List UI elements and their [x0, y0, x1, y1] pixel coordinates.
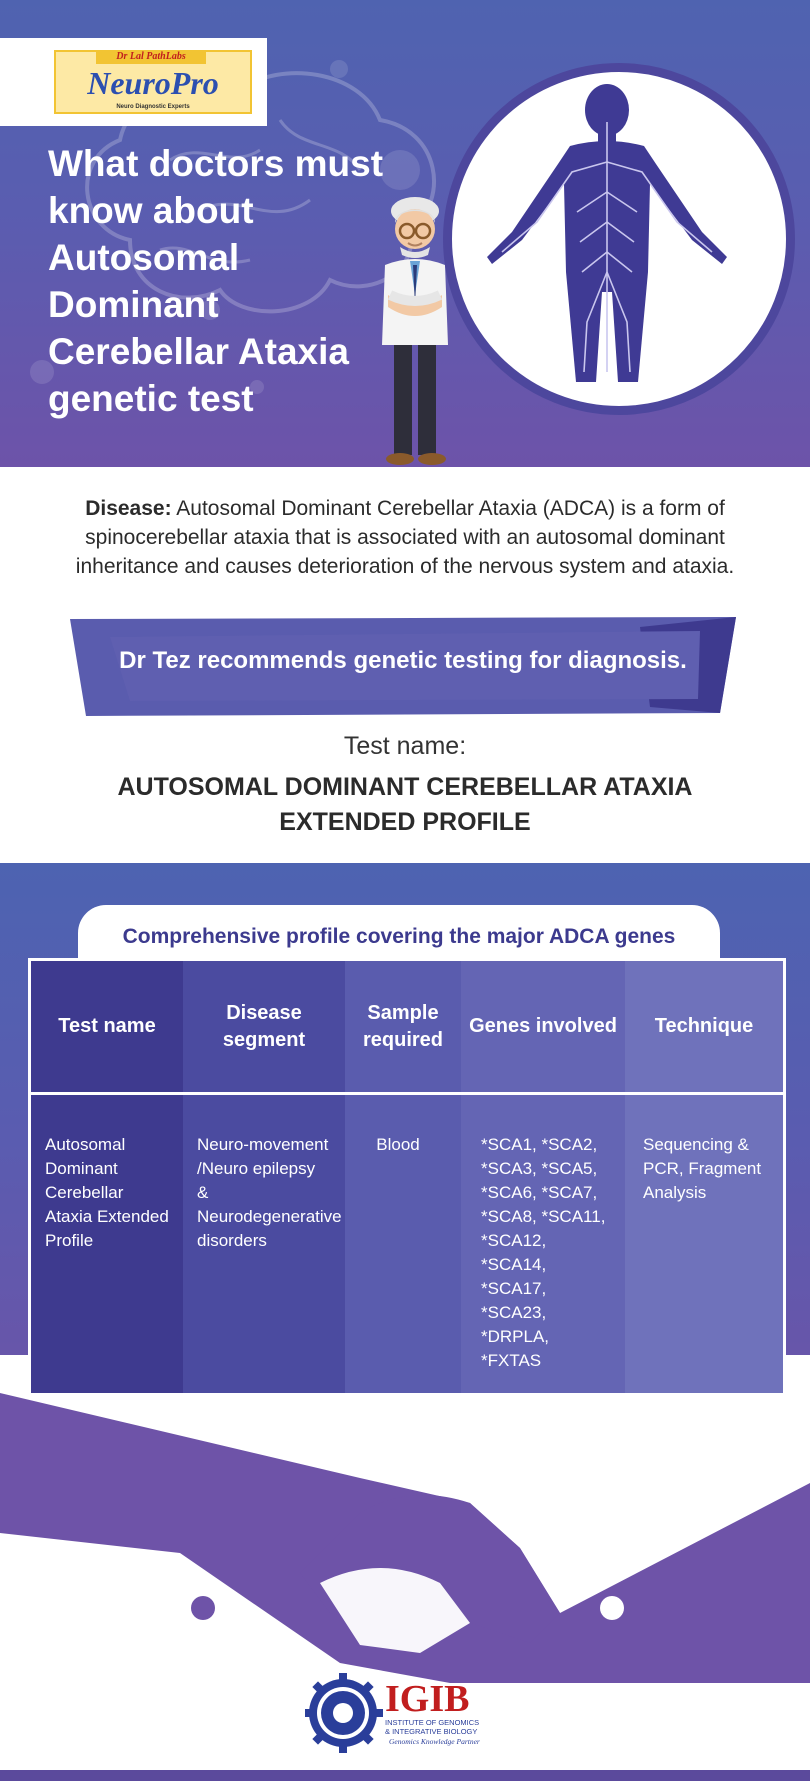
- column-test-name: [31, 961, 183, 1393]
- gene-line: *SCA23,: [481, 1303, 547, 1322]
- disease-text: Autosomal Dominant Cerebellar Ataxia (ADCA) is a form of spinocerebellar ataxia that is associated with an autosomal dominant inheritance and causes deterioration of the nervous system and ataxia.: [75, 497, 735, 578]
- header-disease-segment: Disease segment: [183, 961, 345, 1095]
- gene-line: *SCA17,: [481, 1279, 547, 1298]
- handshake-icon: [0, 1383, 810, 1683]
- gene-line: *SCA8, *SCA11,: [481, 1207, 606, 1226]
- gene-line: *SCA14,: [481, 1255, 547, 1274]
- gene-line: *SCA12,: [481, 1231, 547, 1250]
- igib-name: IGIB: [385, 1678, 470, 1720]
- igib-line-1: INSTITUTE OF GENOMICS: [385, 1718, 480, 1727]
- cell-technique: Sequencing & PCR, Fragment Analysis: [643, 1135, 762, 1202]
- hero-title: What doctors must know about Autosomal Dominant Cerebellar Ataxia genetic test: [48, 143, 384, 419]
- test-title-line-1: AUTOSOMAL DOMINANT CEREBELLAR ATAXIA: [117, 773, 693, 801]
- recommendation-text: Dr Tez recommends genetic testing for diagnosis.: [119, 647, 687, 674]
- disease-label: Disease:: [85, 497, 172, 520]
- human-nervous-system-icon: [452, 72, 786, 406]
- igib-logo: [305, 1673, 505, 1753]
- gene-table: [28, 958, 786, 1396]
- column-disease-segment: [183, 961, 345, 1393]
- logo-brand: NeuroPro: [87, 65, 219, 101]
- test-title: [105, 770, 705, 840]
- nervous-system-circle: [443, 63, 795, 415]
- table-caption: Comprehensive profile covering the major ADCA genes: [122, 925, 676, 948]
- gene-line: *FXTAS: [481, 1351, 542, 1370]
- cell-disease-segment: Neuro-movement /Neuro epilepsy & Neurodegenerative disorders: [197, 1135, 342, 1250]
- igib-line-3: Genomics Knowledge Partner: [389, 1737, 480, 1746]
- header-genes: Genes involved: [461, 961, 625, 1095]
- hero-section: [0, 0, 810, 467]
- logo-badge: [54, 50, 252, 114]
- logo-top-text: Dr Lal PathLabs: [96, 50, 206, 64]
- header-technique: Technique: [625, 961, 783, 1095]
- column-technique: [625, 961, 783, 1393]
- cell-test-name: Autosomal Dominant Cerebellar Ataxia Extended Profile: [45, 1135, 169, 1250]
- gene-line: *SCA6, *SCA7,: [481, 1183, 598, 1202]
- column-sample: [345, 961, 461, 1393]
- logo-tagline: Neuro Diagnostic Experts: [116, 104, 190, 110]
- gene-table-section: [0, 863, 810, 1781]
- igib-line-2: & INTEGRATIVE BIOLOGY: [385, 1727, 478, 1736]
- test-name-label: Test name:: [343, 732, 467, 760]
- gene-line: *DRPLA,: [481, 1327, 550, 1346]
- csir-gear-icon: [305, 1673, 383, 1753]
- gene-line: *SCA3, *SCA5,: [481, 1159, 598, 1178]
- bottom-strip: [0, 1770, 810, 1781]
- cell-sample: Blood: [376, 1135, 420, 1154]
- header-test-name: Test name: [31, 961, 183, 1095]
- neuropro-logo: [0, 38, 267, 126]
- cell-genes: [461, 1095, 625, 1373]
- test-title-line-2: EXTENDED PROFILE: [279, 808, 531, 836]
- disease-description: [60, 494, 750, 581]
- column-genes: [461, 961, 625, 1393]
- header-sample: Sample required: [345, 961, 461, 1095]
- gene-line: *SCA1, *SCA2,: [481, 1135, 598, 1154]
